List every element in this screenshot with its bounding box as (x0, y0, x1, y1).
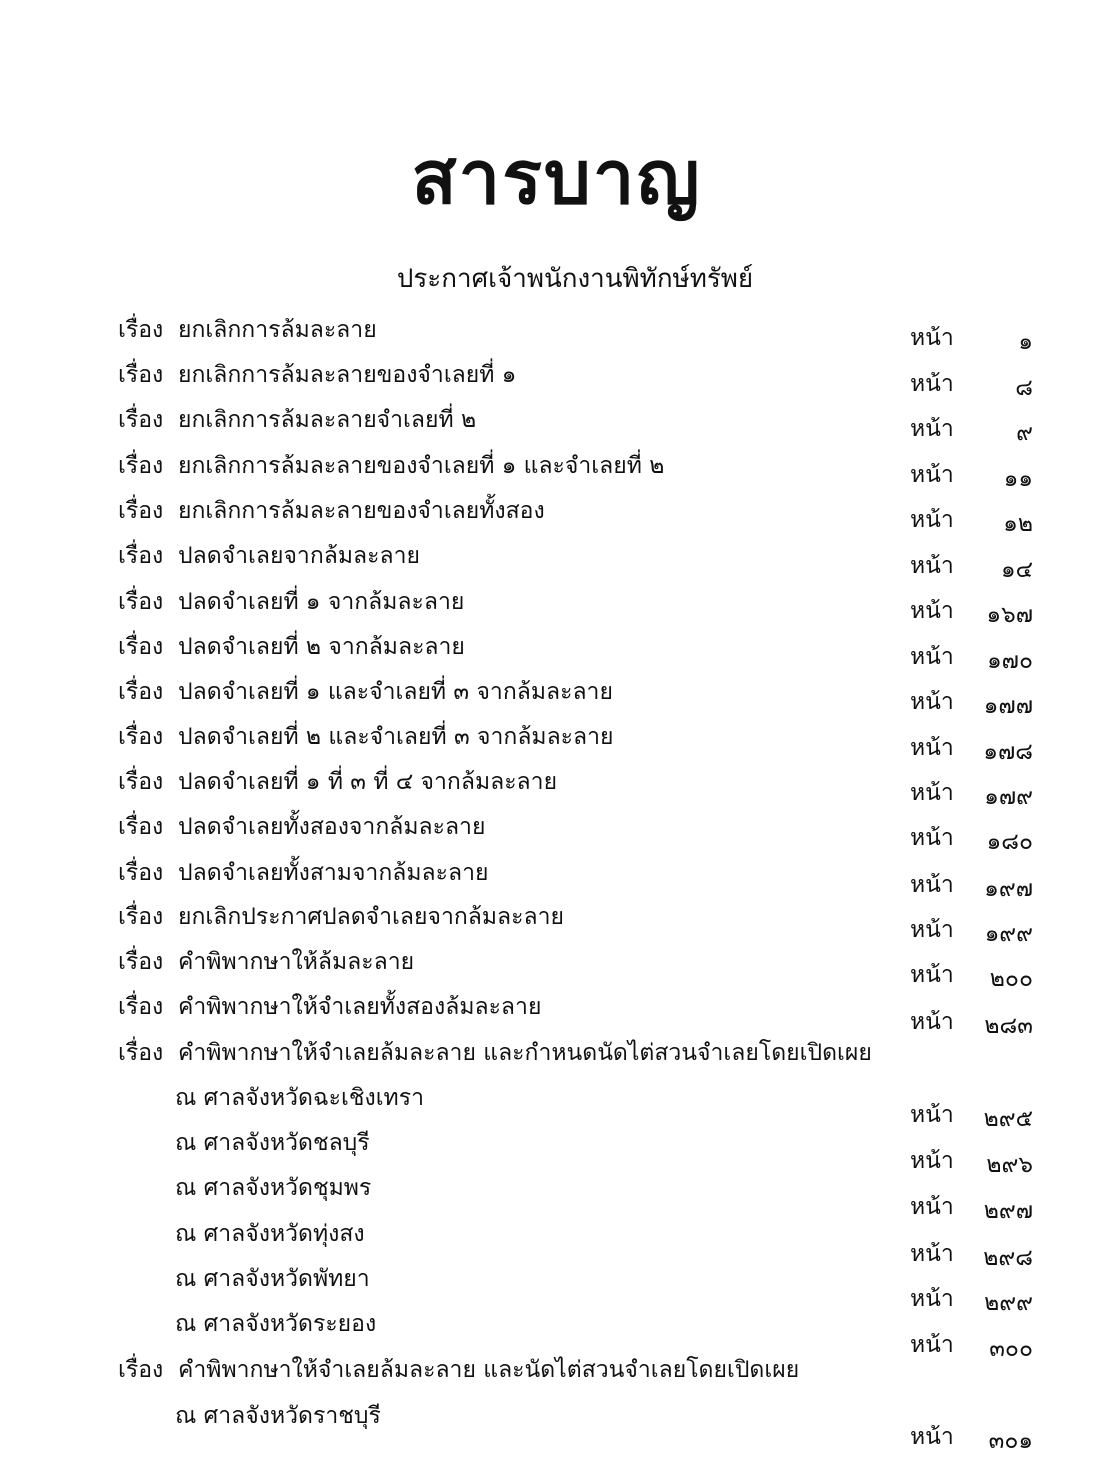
entry-prefix: เรื่อง (118, 589, 164, 615)
page-reference (0, 320, 1113, 354)
entry-subject: คำพิพากษาให้ล้มละลาย (178, 949, 415, 975)
page-label: หน้า (910, 1009, 954, 1035)
entry-subject: ปลดจำเลยที่ ๒ และจำเลยที่ ๓ จากล้มละลาย (178, 724, 614, 750)
page-number: ๒๙๕ (983, 1106, 1033, 1132)
page-reference (0, 502, 1113, 536)
page-number: ๑๑ (1003, 466, 1033, 492)
page-number: ๑๗๘ (983, 739, 1033, 765)
page-reference (0, 867, 1113, 901)
page-number: ๒๐๐ (989, 966, 1033, 992)
page-reference (0, 593, 1113, 627)
page-label: หน้า (910, 689, 954, 715)
court-name: ณ ศาลจังหวัดราชบุรี (175, 1403, 381, 1429)
court-name: ณ ศาลจังหวัดฉะเชิงเทรา (175, 1085, 424, 1111)
toc-entry (0, 1035, 1113, 1069)
page-number: ๓๐๐ (989, 1336, 1033, 1362)
entry-prefix: เรื่อง (118, 679, 164, 705)
page-reference (0, 548, 1113, 582)
page-reference (0, 912, 1113, 946)
entry-prefix: เรื่อง (118, 724, 164, 750)
entry-prefix: เรื่อง (118, 543, 164, 569)
entry-subject: ปลดจำเลยที่ ๑ และจำเลยที่ ๓ จากล้มละลาย (178, 679, 613, 705)
entry-subject: ยกเลิกการล้มละลาย (178, 317, 377, 343)
entry-subject: ยกเลิกประกาศปลดจำเลยจากล้มละลาย (178, 904, 564, 930)
entry-prefix: เรื่อง (118, 994, 164, 1020)
entry-prefix: เรื่อง (118, 498, 164, 524)
page-number: ๒๙๘ (983, 1245, 1033, 1271)
page-label: หน้า (910, 825, 954, 851)
page-number: ๒๙๙ (984, 1290, 1033, 1316)
entry-prefix: เรื่อง (118, 769, 164, 795)
entry-prefix: เรื่อง (118, 860, 164, 886)
entry-subject: ปลดจำเลยที่ ๑ ที่ ๓ ที่ ๔ จากล้มละลาย (178, 769, 558, 795)
page-number: ๑๖๗ (986, 602, 1033, 628)
page-reference (0, 1004, 1113, 1038)
page-label: หน้า (910, 598, 954, 624)
section-heading: ประกาศเจ้าพนักงานพิทักษ์ทรัพย์ (396, 264, 754, 294)
page-number: ๑๔ (1000, 557, 1033, 583)
entry-prefix: เรื่อง (118, 949, 164, 975)
page-number: ๑๙๙ (984, 921, 1033, 947)
entry-prefix: เรื่อง (118, 362, 164, 388)
page-label: หน้า (910, 644, 954, 670)
entry-subject: ปลดจำเลยทั้งสองจากล้มละลาย (178, 814, 486, 840)
page-reference (0, 1236, 1113, 1270)
page-title: สารบาญ (411, 135, 702, 221)
page-number: ๙ (1016, 420, 1033, 446)
page-number: ๑๙๗ (984, 876, 1033, 902)
court-name: ณ ศาลจังหวัดทุ่งสง (175, 1221, 365, 1247)
page-number: ๒๙๗ (983, 1198, 1033, 1224)
entry-prefix: เรื่อง (118, 1357, 164, 1383)
page-number: ๑๗๗ (983, 693, 1033, 719)
page-label: หน้า (910, 1424, 954, 1450)
page-reference (0, 1189, 1113, 1223)
page-reference (0, 366, 1113, 400)
page-reference (0, 1327, 1113, 1361)
entry-subject: คำพิพากษาให้จำเลยล้มละลาย และกำหนดนัดไต่สวนจำเลยโดยเปิดเผย (178, 1040, 872, 1066)
page-number: ๑๗๐ (987, 648, 1033, 674)
page-label: หน้า (910, 1241, 954, 1267)
entry-subject: ยกเลิกการล้มละลายของจำเลยทั้งสอง (178, 498, 545, 524)
entry-subject: ปลดจำเลยที่ ๒ จากล้มละลาย (178, 634, 465, 660)
page-number: ๒๘๓ (984, 1013, 1033, 1039)
page-label: หน้า (910, 1148, 954, 1174)
entry-prefix: เรื่อง (118, 814, 164, 840)
page-reference (0, 775, 1113, 809)
page-reference (0, 957, 1113, 991)
entry-prefix: เรื่อง (118, 904, 164, 930)
entry-prefix: เรื่อง (118, 317, 164, 343)
page-number: ๑๘๐ (986, 829, 1033, 855)
page-reference (0, 639, 1113, 673)
page-reference (0, 1281, 1113, 1315)
entry-subject: คำพิพากษาให้จำเลยล้มละลาย และนัดไต่สวนจำเลยโดยเปิดเผย (178, 1357, 800, 1383)
page-label: หน้า (910, 872, 954, 898)
court-name: ณ ศาลจังหวัดชลบุรี (175, 1130, 370, 1156)
page-label: หน้า (910, 1102, 954, 1128)
page-label: หน้า (910, 917, 954, 943)
page-label: หน้า (910, 371, 954, 397)
entry-prefix: เรื่อง (118, 634, 164, 660)
page-number: ๑ (1018, 329, 1033, 355)
page-reference (0, 1419, 1113, 1453)
page-label: หน้า (910, 325, 954, 351)
page-label: หน้า (910, 1194, 954, 1220)
page-reference (0, 411, 1113, 445)
entry-subject: ยกเลิกการล้มละลายของจำเลยที่ ๑ และจำเลยที่ ๒ (178, 453, 665, 479)
entry-prefix: เรื่อง (118, 407, 164, 433)
page-number: ๘ (1015, 375, 1033, 401)
page-number: ๑๒ (1003, 511, 1033, 537)
page-reference (0, 457, 1113, 491)
entry-subject: ปลดจำเลยทั้งสามจากล้มละลาย (178, 860, 489, 886)
entry-subject: ยกเลิกการล้มละลายจำเลยที่ ๒ (178, 407, 477, 433)
page-number: ๒๙๖ (986, 1152, 1033, 1178)
page-label: หน้า (910, 1286, 954, 1312)
page-label: หน้า (910, 553, 954, 579)
page-number: ๑๗๙ (984, 784, 1033, 810)
entry-prefix: เรื่อง (118, 1040, 164, 1066)
court-name: ณ ศาลจังหวัดชุมพร (175, 1175, 372, 1201)
entry-subject: ปลดจำเลยที่ ๑ จากล้มละลาย (178, 589, 465, 615)
entry-prefix: เรื่อง (118, 453, 164, 479)
page-label: หน้า (910, 1332, 954, 1358)
court-name: ณ ศาลจังหวัดระยอง (175, 1311, 377, 1337)
page-label: หน้า (910, 416, 954, 442)
court-name: ณ ศาลจังหวัดพัทยา (175, 1266, 370, 1292)
page-reference (0, 684, 1113, 718)
entry-subject: ยกเลิกการล้มละลายของจำเลยที่ ๑ (178, 362, 517, 388)
page-reference (0, 820, 1113, 854)
page-reference (0, 730, 1113, 764)
entry-subject: ปลดจำเลยจากล้มละลาย (178, 543, 420, 569)
page-reference (0, 1097, 1113, 1131)
page-label: หน้า (910, 780, 954, 806)
page-label: หน้า (910, 462, 954, 488)
entry-subject: คำพิพากษาให้จำเลยทั้งสองล้มละลาย (178, 994, 542, 1020)
page-label: หน้า (910, 735, 954, 761)
page-reference (0, 1143, 1113, 1177)
page-label: หน้า (910, 962, 954, 988)
page-number: ๓๐๑ (988, 1428, 1033, 1454)
page-label: หน้า (910, 507, 954, 533)
